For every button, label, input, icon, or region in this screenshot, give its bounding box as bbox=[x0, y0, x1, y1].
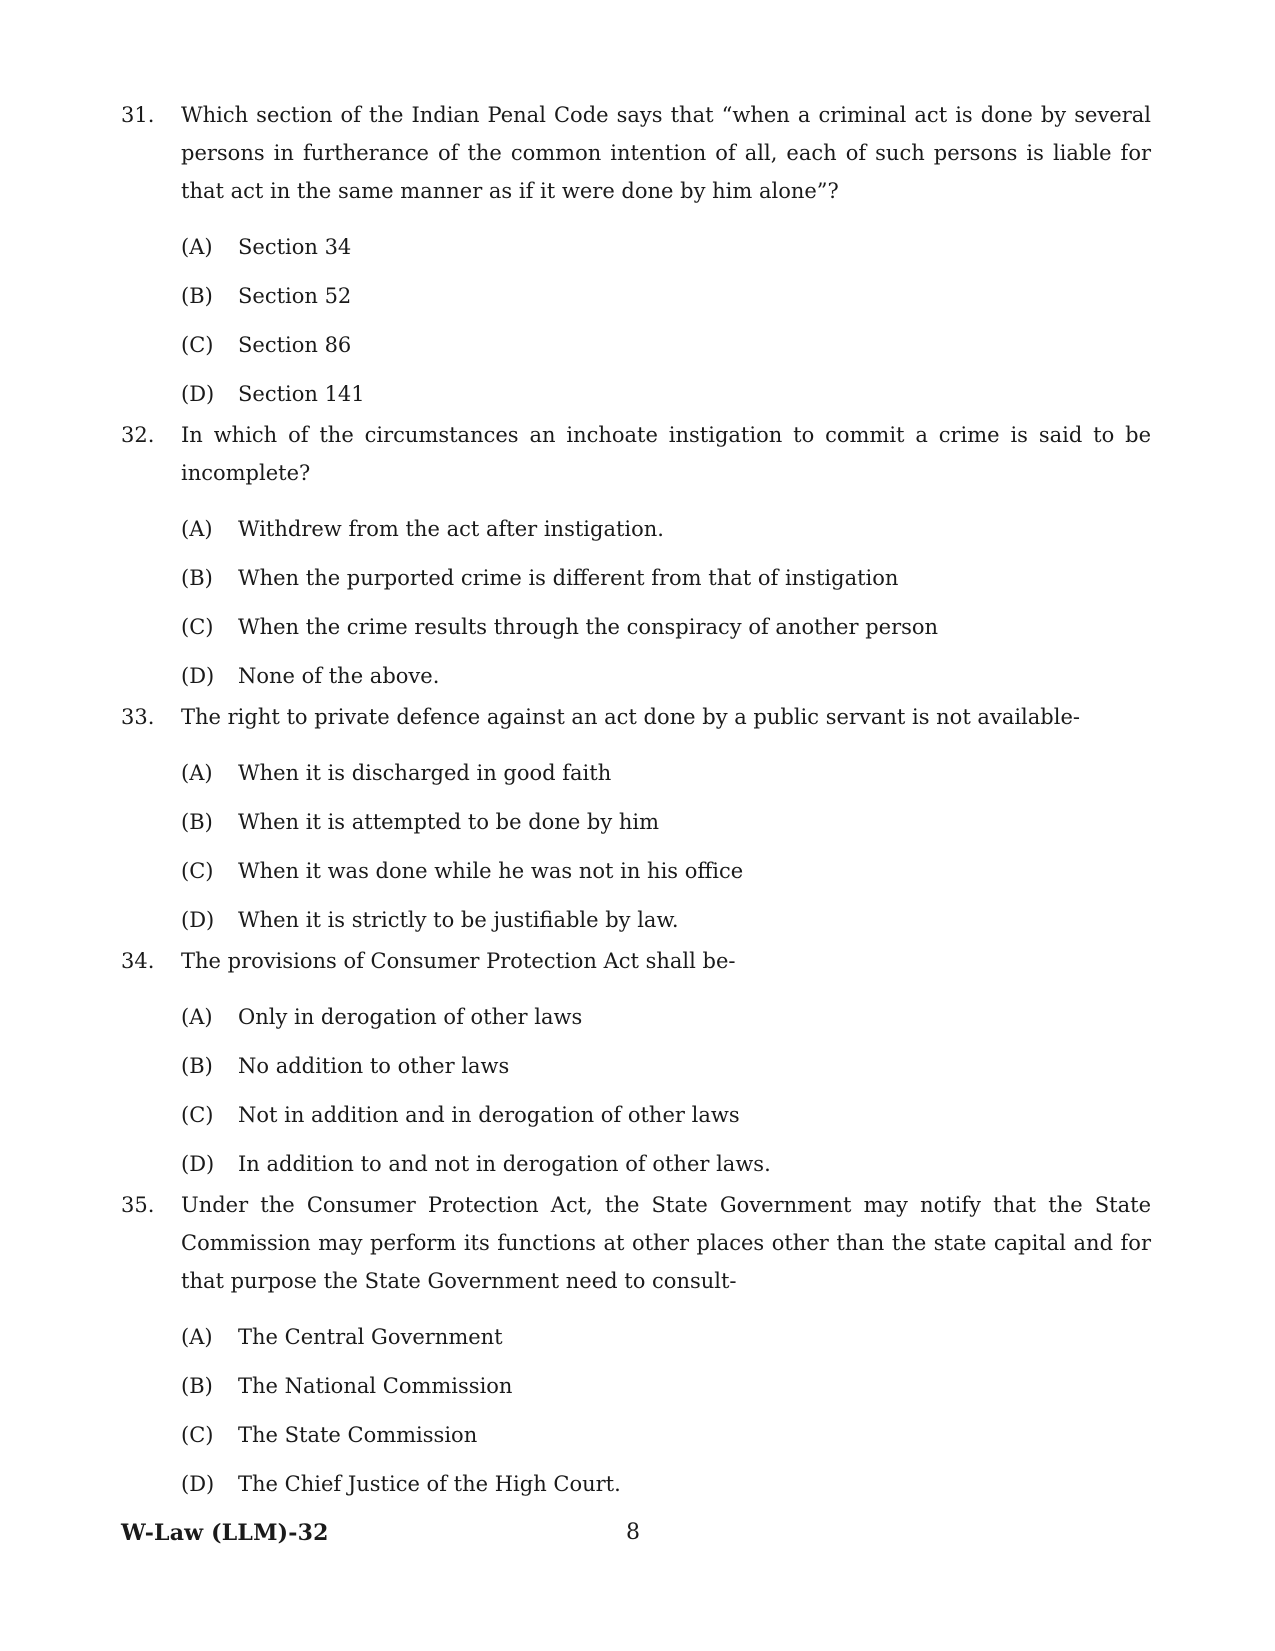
option-list bbox=[121, 1325, 1151, 1496]
option-letter: (B) bbox=[181, 566, 213, 590]
option-d bbox=[121, 664, 1151, 688]
option-a bbox=[121, 1005, 1151, 1029]
option-text: When the purported crime is different from that of instigation bbox=[238, 566, 899, 590]
option-b bbox=[121, 284, 1151, 308]
question-33 bbox=[121, 698, 1151, 932]
question-31 bbox=[121, 96, 1151, 406]
option-text: Section 141 bbox=[238, 382, 365, 406]
option-a bbox=[121, 517, 1151, 541]
option-letter: (B) bbox=[181, 1374, 213, 1398]
question-stem bbox=[121, 416, 1151, 492]
option-text: Section 34 bbox=[238, 235, 352, 259]
option-text: Section 86 bbox=[238, 333, 352, 357]
option-text: In addition to and not in derogation of other laws. bbox=[238, 1152, 771, 1176]
option-text: Withdrew from the act after instigation. bbox=[238, 517, 664, 541]
option-b bbox=[121, 1374, 1151, 1398]
question-stem bbox=[121, 698, 1151, 736]
option-text: Not in addition and in derogation of other laws bbox=[238, 1103, 740, 1127]
option-a bbox=[121, 1325, 1151, 1349]
option-text: The National Commission bbox=[238, 1374, 513, 1398]
option-list bbox=[121, 517, 1151, 688]
option-letter: (D) bbox=[181, 1472, 215, 1496]
option-letter: (C) bbox=[181, 615, 214, 639]
paper-code: W-Law (LLM)-32 bbox=[121, 1520, 329, 1546]
option-text: No addition to other laws bbox=[238, 1054, 510, 1078]
option-c bbox=[121, 859, 1151, 883]
option-text: When it is discharged in good faith bbox=[238, 761, 612, 785]
option-letter: (A) bbox=[181, 1325, 213, 1349]
option-d bbox=[121, 1472, 1151, 1496]
question-32 bbox=[121, 416, 1151, 688]
option-letter: (A) bbox=[181, 761, 213, 785]
option-c bbox=[121, 1103, 1151, 1127]
option-c bbox=[121, 615, 1151, 639]
option-c bbox=[121, 1423, 1151, 1447]
question-stem bbox=[121, 942, 1151, 980]
option-text: None of the above. bbox=[238, 664, 440, 688]
option-letter: (B) bbox=[181, 284, 213, 308]
question-list bbox=[121, 96, 1151, 1496]
question-stem bbox=[121, 1186, 1151, 1300]
option-text: Only in derogation of other laws bbox=[238, 1005, 583, 1029]
option-text: When the crime results through the conspiracy of another person bbox=[238, 615, 939, 639]
option-d bbox=[121, 908, 1151, 932]
question-stem bbox=[121, 96, 1151, 210]
option-letter: (A) bbox=[181, 1005, 213, 1029]
option-text: When it was done while he was not in his office bbox=[238, 859, 744, 883]
option-letter: (C) bbox=[181, 1103, 214, 1127]
page-number: 8 bbox=[626, 1520, 640, 1545]
question-35 bbox=[121, 1186, 1151, 1496]
option-c bbox=[121, 333, 1151, 357]
option-letter: (D) bbox=[181, 664, 215, 688]
option-letter: (C) bbox=[181, 1423, 214, 1447]
option-b bbox=[121, 1054, 1151, 1078]
option-text: When it is attempted to be done by him bbox=[238, 810, 660, 834]
option-text: The Chief Justice of the High Court. bbox=[238, 1472, 621, 1496]
option-text: Section 52 bbox=[238, 284, 352, 308]
question-number: 33. bbox=[121, 705, 155, 729]
option-letter: (C) bbox=[181, 859, 214, 883]
question-34 bbox=[121, 942, 1151, 1176]
option-b bbox=[121, 810, 1151, 834]
question-text: Which section of the Indian Penal Code says that “when a criminal act is done by several persons in furtherance of the common intention of all, each of such persons is liable for that act in the same manner as if it were done by him alone”? bbox=[181, 103, 1151, 203]
option-text: When it is strictly to be justifiable by law. bbox=[238, 908, 679, 932]
question-number: 31. bbox=[121, 103, 155, 127]
option-letter: (D) bbox=[181, 382, 215, 406]
option-a bbox=[121, 761, 1151, 785]
option-letter: (B) bbox=[181, 1054, 213, 1078]
option-list bbox=[121, 1005, 1151, 1176]
option-a bbox=[121, 235, 1151, 259]
question-text: The right to private defence against an act done by a public servant is not available- bbox=[181, 705, 1080, 729]
option-list bbox=[121, 761, 1151, 932]
option-letter: (D) bbox=[181, 1152, 215, 1176]
question-number: 35. bbox=[121, 1193, 155, 1217]
question-text: In which of the circumstances an inchoate instigation to commit a crime is said to be incomplete? bbox=[181, 423, 1151, 485]
question-text: Under the Consumer Protection Act, the State Government may notify that the State Commission may perform its functions at other places other than the state capital and for that purpose the State Government need to consult- bbox=[181, 1193, 1151, 1293]
option-text: The Central Government bbox=[238, 1325, 503, 1349]
option-letter: (B) bbox=[181, 810, 213, 834]
option-d bbox=[121, 1152, 1151, 1176]
question-text: The provisions of Consumer Protection Act shall be- bbox=[181, 949, 736, 973]
option-b bbox=[121, 566, 1151, 590]
question-number: 34. bbox=[121, 949, 155, 973]
option-letter: (D) bbox=[181, 908, 215, 932]
option-list bbox=[121, 235, 1151, 406]
option-letter: (A) bbox=[181, 235, 213, 259]
option-text: The State Commission bbox=[238, 1423, 478, 1447]
option-letter: (C) bbox=[181, 333, 214, 357]
option-letter: (A) bbox=[181, 517, 213, 541]
option-d bbox=[121, 382, 1151, 406]
question-number: 32. bbox=[121, 423, 155, 447]
